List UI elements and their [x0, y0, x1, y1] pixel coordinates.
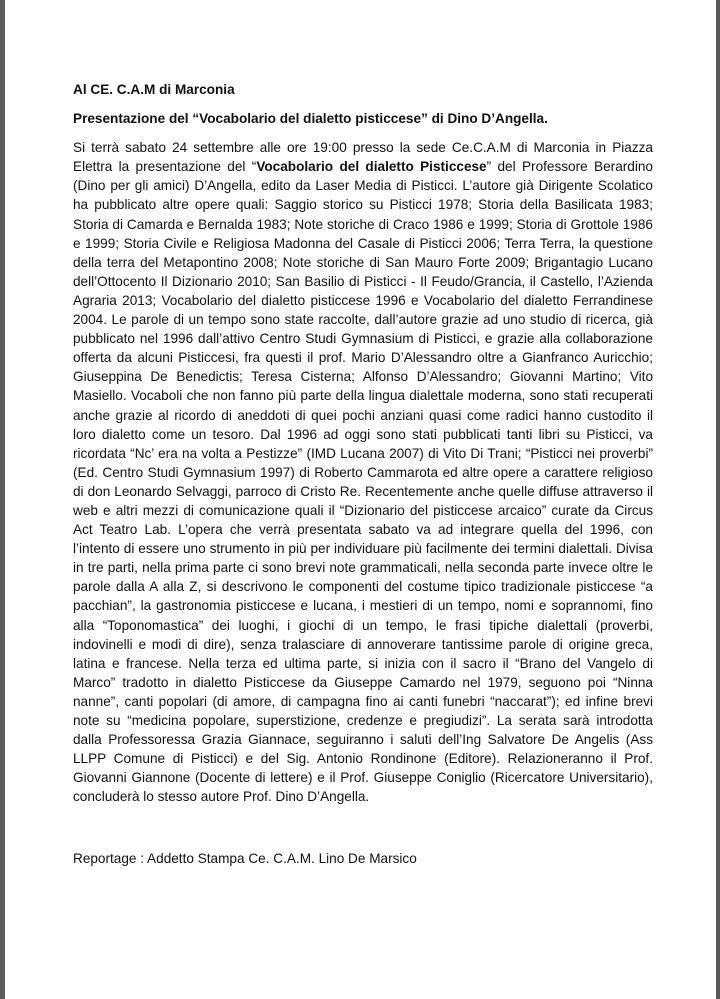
body-paragraph — [73, 138, 653, 806]
document-page — [5, 0, 716, 999]
body-intro-text: Si terrà sabato 24 settembre alle ore 19:00 presso la sede Ce.C.A.M di Marconia in Piazza Elettra la presentazione del “ — [73, 140, 653, 175]
body-main-text: ” del Professore Berardino (Dino per gli amici) D’Angella, edito da Laser Media di Pisticci. L’autore già Dirigente Scolatico ha pubblicato altre opere quali: Saggio storico su Pisticci 1978; Storia della Basilicata 1983; Storia di Camarda e Bernalda 1983; Note storiche di Craco 1986 e 1999; Storia di Grottole 1986 e 1999; Storia Civile e Religiosa Madonna del Casale di Pisticci 2006; Terra Terra, la questione della terra del Metapontino 2008; Note storiche di San Mauro Forte 2009; Brigantagio Lucano dell’Ottocento Il Dizionario 2010; San Basilio di Pisticci - Il Feudo/Grancia, il Castello, l’Azienda Agraria 2013; Vocabolario del dialetto pisticcese 1996 e Vocabolario del dialetto Ferrandinese 2004. Le parole di un tempo sono state raccolte, dall’autore grazie ad uno studio di ricerca, già pubblicato nel 1996 dall’attivo Centro Studi Gymnasium di Pisticci, e grazie alla collaborazione offerta da alcuni Pisticcesi, fra questi il prof. Mario D’Alessandro oltre a Gianfranco Auricchio; Giuseppina De Benedictis; Teresa Cisterna; Alfonso D’Alessandro; Giovanni Martino; Vito Masiello. Vocaboli che non fanno più parte della lingua dialettale moderna, sono stati recuperati anche grazie al ricordo di aneddoti di quei pochi anziani quasi come radici hanno custodito il loro dialetto come un tesoro. Dal 1996 ad oggi sono stati pubblicati tanti libri su Pisticci, va ricordata “Nc’ era na volta a Pestizze” (IMD Lucana 2007) di Vito Di Trani; “Pisticci nei proverbi” (Ed. Centro Studi Gymnasium 1997) di Roberto Cammarota ed altre opere a carattere religioso di don Leonardo Selvaggi, parroco di Cristo Re. Recentemente anche quelle diffuse attraverso il web e altri mezzi di comunicazione quali il “Dizionario del pisticcese arcaico” curate da Circus Act Teatro Lab. L’opera che verrà presentata sabato va ad integrare quella del 1996, con l’intento di essere uno strumento in più per individuare più facilmente dei termini dialettali. Divisa in tre parti, nella prima parte ci sono brevi note grammaticali, nella seconda parte invece oltre le parole dalla A alla Z, si descrivono le componenti del costume tipico tradizionale pisticcese “a pacchian”, la gastronomia pisticcese e lucana, i mestieri di un tempo, nomi e soprannomi, fino alla “Toponomastica” dei luoghi, i giochi di un tempo, le frasi tipiche dialettali (proverbi, indovinelli e modi di dire), senza tralasciare di annoverare tantissime parole di origine greca, latina e francese. Nella terza ed ultima parte, si inizia con il sacro il “Brano del Vangelo di Marco” tradotto in dialetto Pisticcese da Giuseppe Camardo nel 1979, seguono poi “Ninna nanne”, canti popolari (di amore, di campagna fino ai canti funebri “naccarat”); ed infine brevi note su “medicina popolare, superstizione, credenze e pregiudizi”. La serata sarà introdotta dalla Professoressa Grazia Giannace, seguiranno i saluti dell’Ing Salvatore De Angelis (Ass LLPP Comune di Pisticci) e del Sig. Antonio Rondinone (Editore). Relazioneranno il Prof. Giovanni Giannone (Docente di lettere) e il Prof. Giuseppe Coniglio (Ricercatore Universitario), concluderà lo stesso autore Prof. Dino D’Angella. — [73, 159, 653, 805]
document-title: Presentazione del “Vocabolario del dialetto pisticcese” di Dino D’Angella. — [73, 111, 548, 127]
document-content — [73, 80, 653, 882]
book-title-bold: Vocabolario del dialetto Pisticcese — [256, 159, 487, 175]
recipient-line: Al CE. C.A.M di Marconia — [73, 82, 235, 97]
reportage-footer: Reportage : Addetto Stampa Ce. C.A.M. Lino De Marsico — [73, 851, 417, 867]
